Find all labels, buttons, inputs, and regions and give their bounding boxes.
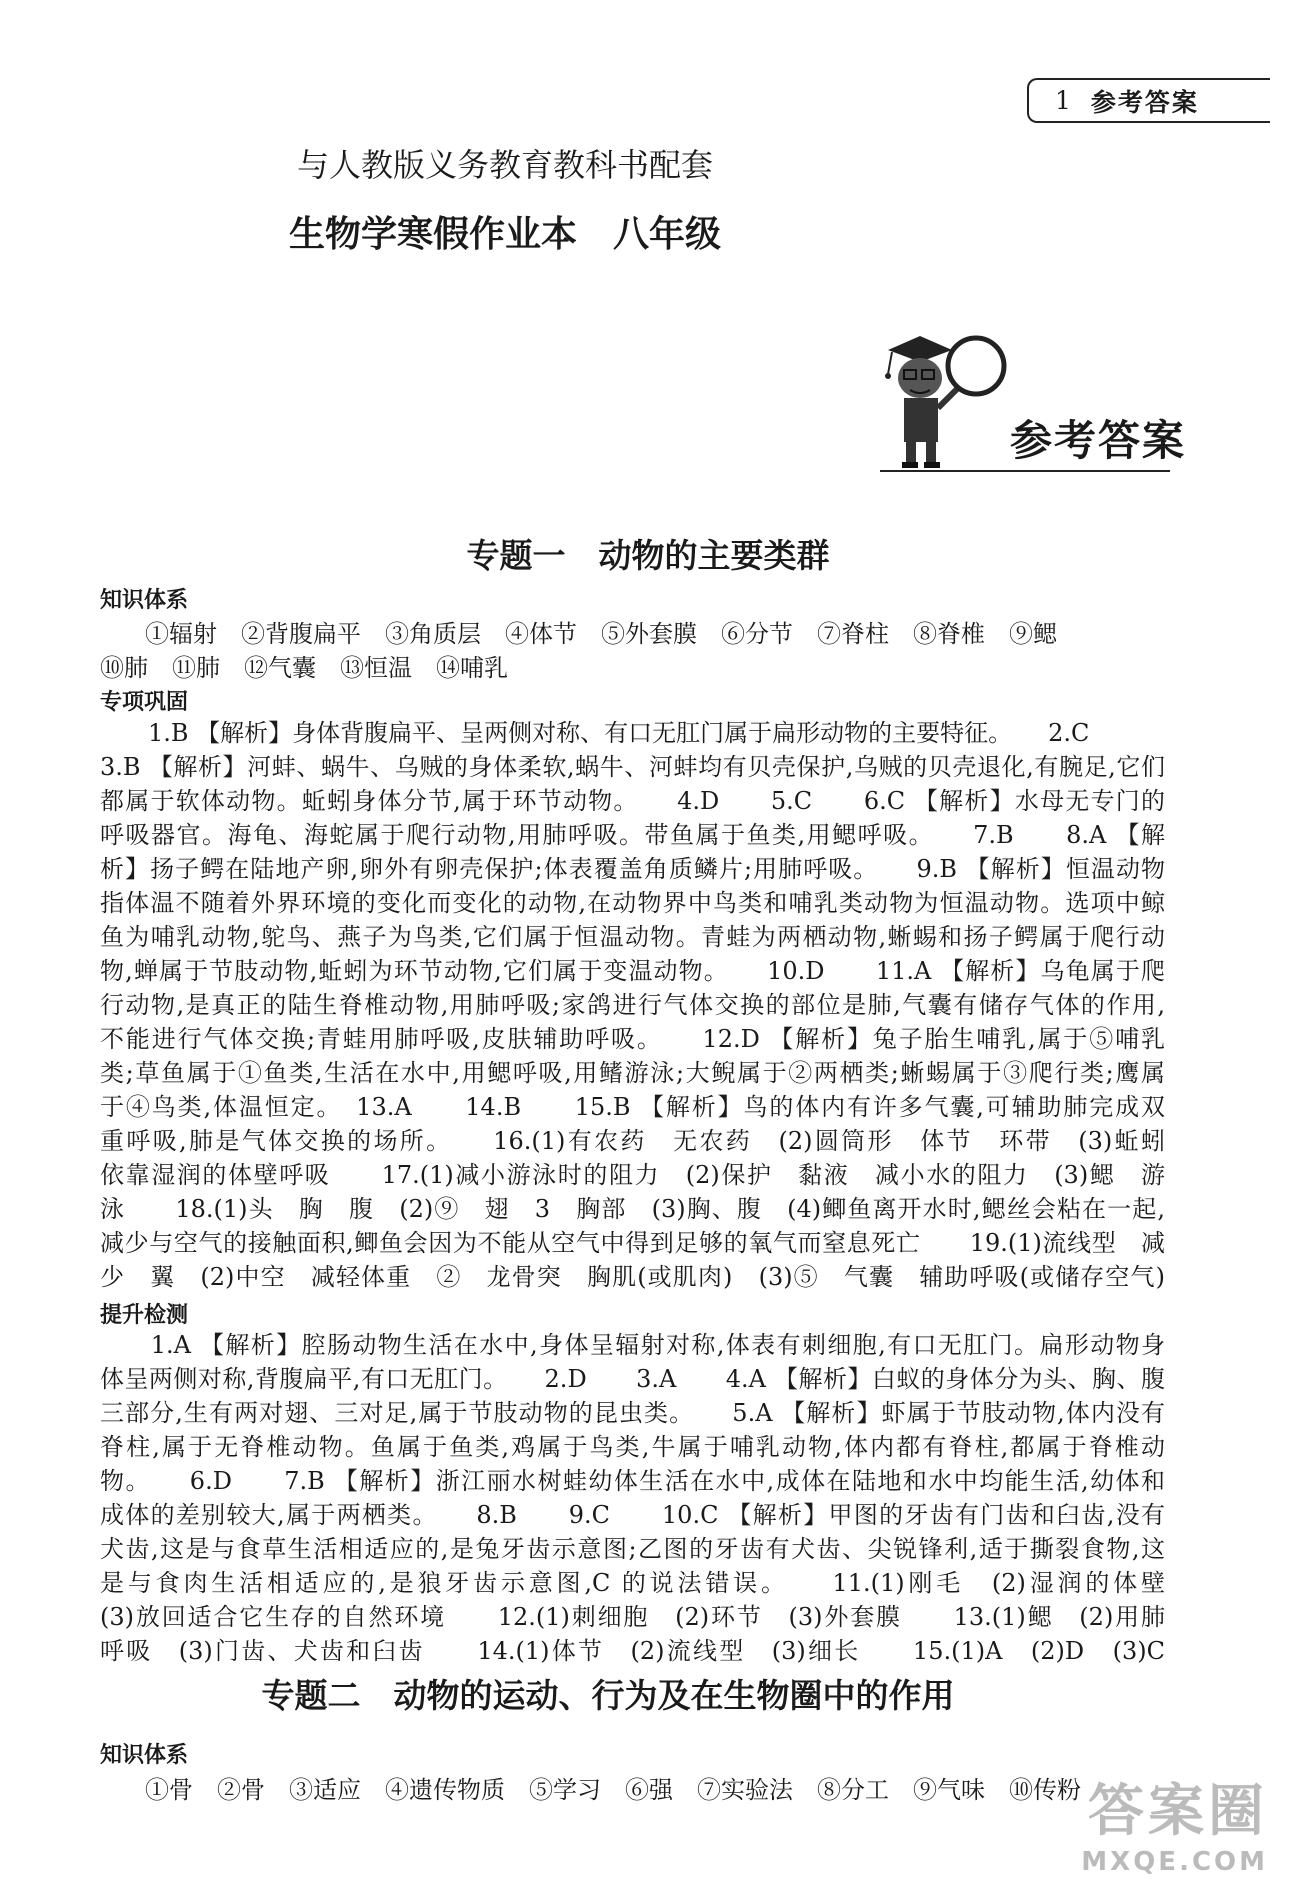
page-tab (1027, 78, 1270, 123)
text-line: 1.B 【解析】身体背腹扁平、呈两侧对称、有口无肛门属于扁形动物的主要特征。 2.C (100, 719, 1090, 747)
text-line: 犬齿,这是与食草生活相适应的,是兔牙齿示意图;乙图的牙齿有犬齿、尖锐锋利,适于撕裂食物,这 (100, 1535, 1165, 1563)
text-line: 依靠湿润的体壁呼吸 17.(1)减小游泳时的阻力 (2)保护 黏液 减小水的阻力 (3)鳃 游 (100, 1161, 1165, 1189)
page-number: 1 (1055, 86, 1071, 115)
text-line: 重呼吸,肺是气体交换的场所。 16.(1)有农药 无农药 (2)圆筒形 体节 环带 (3)蚯蚓 (100, 1127, 1165, 1155)
topic2-title: 专题二 动物的运动、行为及在生物圈中的作用 (261, 1676, 955, 1715)
text-line: 于④鸟类,体温恒定。 13.A 14.B 15.B 【解析】鸟的体内有许多气囊,可辅助肺完成双 (100, 1093, 1165, 1121)
topic1-title: 专题一 动物的主要类群 (466, 536, 830, 575)
tab-label: 参考答案 (1090, 87, 1199, 117)
topic1-consolidation-label: 专项巩固 (100, 690, 189, 715)
text-line: 3.B 【解析】河蚌、蜗牛、乌贼的身体柔软,蜗牛、河蚌均有贝壳保护,乌贼的贝壳退化,有腕足,它们 (100, 753, 1165, 781)
text-line: 类;草鱼属于①鱼类,生活在水中,用鳃呼吸,用鳍游泳;大鲵属于②两栖类;蜥蜴属于③爬行类;鹰属 (100, 1059, 1165, 1087)
topic2-knowledge-line: ①骨 ②骨 ③适应 ④遗传物质 ⑤学习 ⑥强 ⑦实验法 ⑧分工 ⑨气味 ⑩传粉 (145, 1776, 1081, 1804)
text-line: 呼吸 (3)门齿、犬齿和臼齿 14.(1)体节 (2)流线型 (3)细长 15.(1)A (2)D (3)C (100, 1637, 1165, 1665)
text-line: 减少与空气的接触面积,鲫鱼会因为不能从空气中得到足够的氧气而窒息死亡 19.(1)流线型 减 (100, 1229, 1165, 1257)
text-line: 物,蝉属于节肢动物,蚯蚓为环节动物,它们属于变温动物。 10.D 11.A 【解析】乌龟属于爬 (100, 957, 1165, 985)
text-line: 行动物,是真正的陆生脊椎动物,用肺呼吸;家鸽进行气体交换的部位是肺,气囊有储存气体的作用, (100, 991, 1165, 1019)
book-title: 生物学寒假作业本 八年级 (288, 214, 721, 255)
text-line: 指体温不随着外界环境的变化而变化的动物,在动物界中鸟类和哺乳类动物为恒温动物。选项中鲸 (100, 889, 1165, 917)
text-line: 成体的差别较大,属于两栖类。 8.B 9.C 10.C 【解析】甲图的牙齿有门齿和臼齿,没有 (100, 1501, 1165, 1529)
logo-rule (880, 470, 1170, 472)
watermark-logo-text: 答案圈 (1088, 1779, 1268, 1844)
text-line: 1.A 【解析】腔肠动物生活在水中,身体呈辐射对称,体表有刺细胞,有口无肛门。扁形动物身 (100, 1331, 1165, 1359)
text-line: 析】扬子鳄在陆地产卵,卵外有卵壳保护;体表覆盖角质鳞片;用肺呼吸。 9.B 【解析】恒温动物 (100, 855, 1165, 883)
answers-logo-text: 参考答案 (1010, 416, 1187, 465)
text-line: 鱼为哺乳动物,鸵鸟、燕子为鸟类,它们属于恒温动物。青蛙为两栖动物,蜥蜴和扬子鳄属于爬行动 (100, 923, 1165, 951)
text-line: 物。 6.D 7.B 【解析】浙江丽水树蛙幼体生活在水中,成体在陆地和水中均能生活,幼体和 (100, 1467, 1165, 1495)
text-line: 是与食肉生活相适应的,是狼牙齿示意图,C 的说法错误。 11.(1)刚毛 (2)湿润的体壁 (100, 1569, 1165, 1597)
text-line: 三部分,生有两对翅、三对足,属于节肢动物的昆虫类。 5.A 【解析】虾属于节肢动物,体内没有 (100, 1399, 1165, 1427)
topic1-knowledge-line: ①辐射 ②背腹扁平 ③角质层 ④体节 ⑤外套膜 ⑥分节 ⑦脊柱 ⑧脊椎 ⑨鳃 (145, 620, 1057, 648)
topic1-knowledge-line: ⑩肺 ⑪肺 ⑫气囊 ⑬恒温 ⑭哺乳 (100, 654, 508, 682)
text-line: 泳 18.(1)头 胸 腹 (2)⑨ 翅 3 胸部 (3)胸、腹 (4)鲫鱼离开水时,鳃丝会粘在一起, (100, 1195, 1165, 1223)
topic1-knowledge-label: 知识体系 (100, 588, 189, 613)
text-line: 都属于软体动物。蚯蚓身体分节,属于环节动物。 4.D 5.C 6.C 【解析】水母无专门的 (100, 787, 1165, 815)
text-line: 体呈两侧对称,背腹扁平,有口无肛门。 2.D 3.A 4.A 【解析】白蚁的身体分为头、胸、腹 (100, 1365, 1165, 1393)
text-line: 脊柱,属于无脊椎动物。鱼属于鱼类,鸡属于鸟类,牛属于哺乳动物,体内都有脊柱,都属于脊椎动 (100, 1433, 1165, 1461)
text-line: (3)放回适合它生存的自然环境 12.(1)刺细胞 (2)环节 (3)外套膜 13.(1)鳃 (2)用肺 (100, 1603, 1165, 1631)
topic1-test-label: 提升检测 (100, 1303, 189, 1328)
topic2-knowledge-label: 知识体系 (100, 1743, 189, 1768)
text-line: 不能进行气体交换;青蛙用肺呼吸,皮肤辅助呼吸。 12.D 【解析】兔子胎生哺乳,属于⑤哺乳 (100, 1025, 1165, 1053)
text-line: 呼吸器官。海龟、海蛇属于爬行动物,用肺呼吸。带鱼属于鱼类,用鳃呼吸。 7.B 8.A 【解 (100, 821, 1165, 849)
book-subtitle: 与人教版义务教育教科书配套 (296, 146, 713, 184)
watermark (1081, 1767, 1268, 1877)
watermark-url: MXQE.COM (1081, 1847, 1268, 1877)
graduate-with-magnifier-icon (880, 328, 1010, 473)
text-line: 少 翼 (2)中空 减轻体重 ② 龙骨突 胸肌(或肌肉) (3)⑤ 气囊 辅助呼吸(或储存空气) (100, 1263, 1165, 1291)
